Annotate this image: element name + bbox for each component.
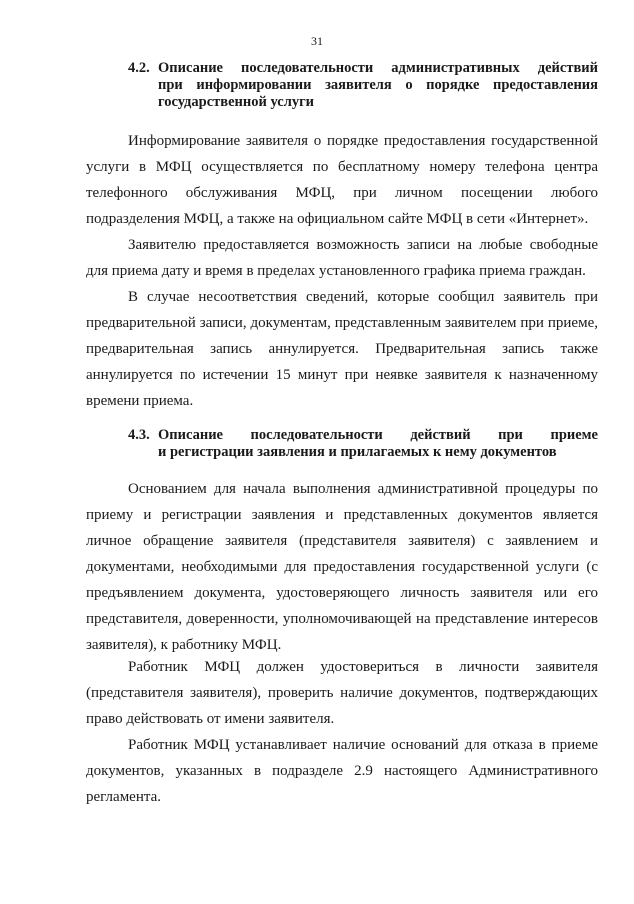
paragraph-informing: Информирование заявителя о порядке предоставления государственной услуги в МФЦ осуществляется по бесплатному номеру телефона центра телефонного обслуживания МФЦ, при личном посещении любого подразделения МФЦ, а также на официальном сайте МФЦ в сети «Интернет». xyxy=(86,133,598,227)
section-heading-4-3 xyxy=(128,427,598,461)
paragraph-basis: Основанием для начала выполнения административной процедуры по приему и регистрации заявления и представленных документов является личное обращение заявителя (представителя заявителя) с заявлением и документами, необходимыми для предоставления государственной услуги (с предъявлением документа, удостоверяющего личность заявителя или его представителя, доверенности, уполномочивающей на представление интересов заявителя), к работнику МФЦ. xyxy=(86,481,598,653)
section-heading-4-2 xyxy=(128,60,598,111)
heading-line: при информировании заявителя о порядке предоставления xyxy=(158,77,598,93)
paragraph-mismatch: В случае несоответствия сведений, которые сообщил заявитель при предварительной записи, документам, представленным заявителем при приеме, предварительная запись аннулируется. Предварительная запись также аннулируется по истечении 15 минут при неявке заявителя к назначенному времени приема. xyxy=(86,289,598,409)
paragraph-appointment: Заявителю предоставляется возможность записи на любые свободные для приема дату и время в пределах установленного графика приема граждан. xyxy=(86,237,598,279)
section-number: 4.2. xyxy=(128,60,150,76)
paragraph-identity-check: Работник МФЦ должен удостовериться в личности заявителя (представителя заявителя), проверить наличие документов, подтверждающих право действовать от имени заявителя. xyxy=(86,659,598,727)
heading-line xyxy=(128,427,598,444)
heading-text: Описание последовательности административных действий xyxy=(158,60,598,76)
heading-line: государственной услуги xyxy=(158,94,315,110)
heading-line: и регистрации заявления и прилагаемых к нему документов xyxy=(158,444,557,460)
section-number: 4.3. xyxy=(128,427,150,443)
page-number: 31 xyxy=(311,34,323,48)
heading-line xyxy=(128,60,598,77)
heading-text: Описание последовательности действий при приеме xyxy=(158,427,598,443)
paragraph-refusal-grounds: Работник МФЦ устанавливает наличие оснований для отказа в приеме документов, указанных в подразделе 2.9 настоящего Административного регламента. xyxy=(86,737,598,805)
